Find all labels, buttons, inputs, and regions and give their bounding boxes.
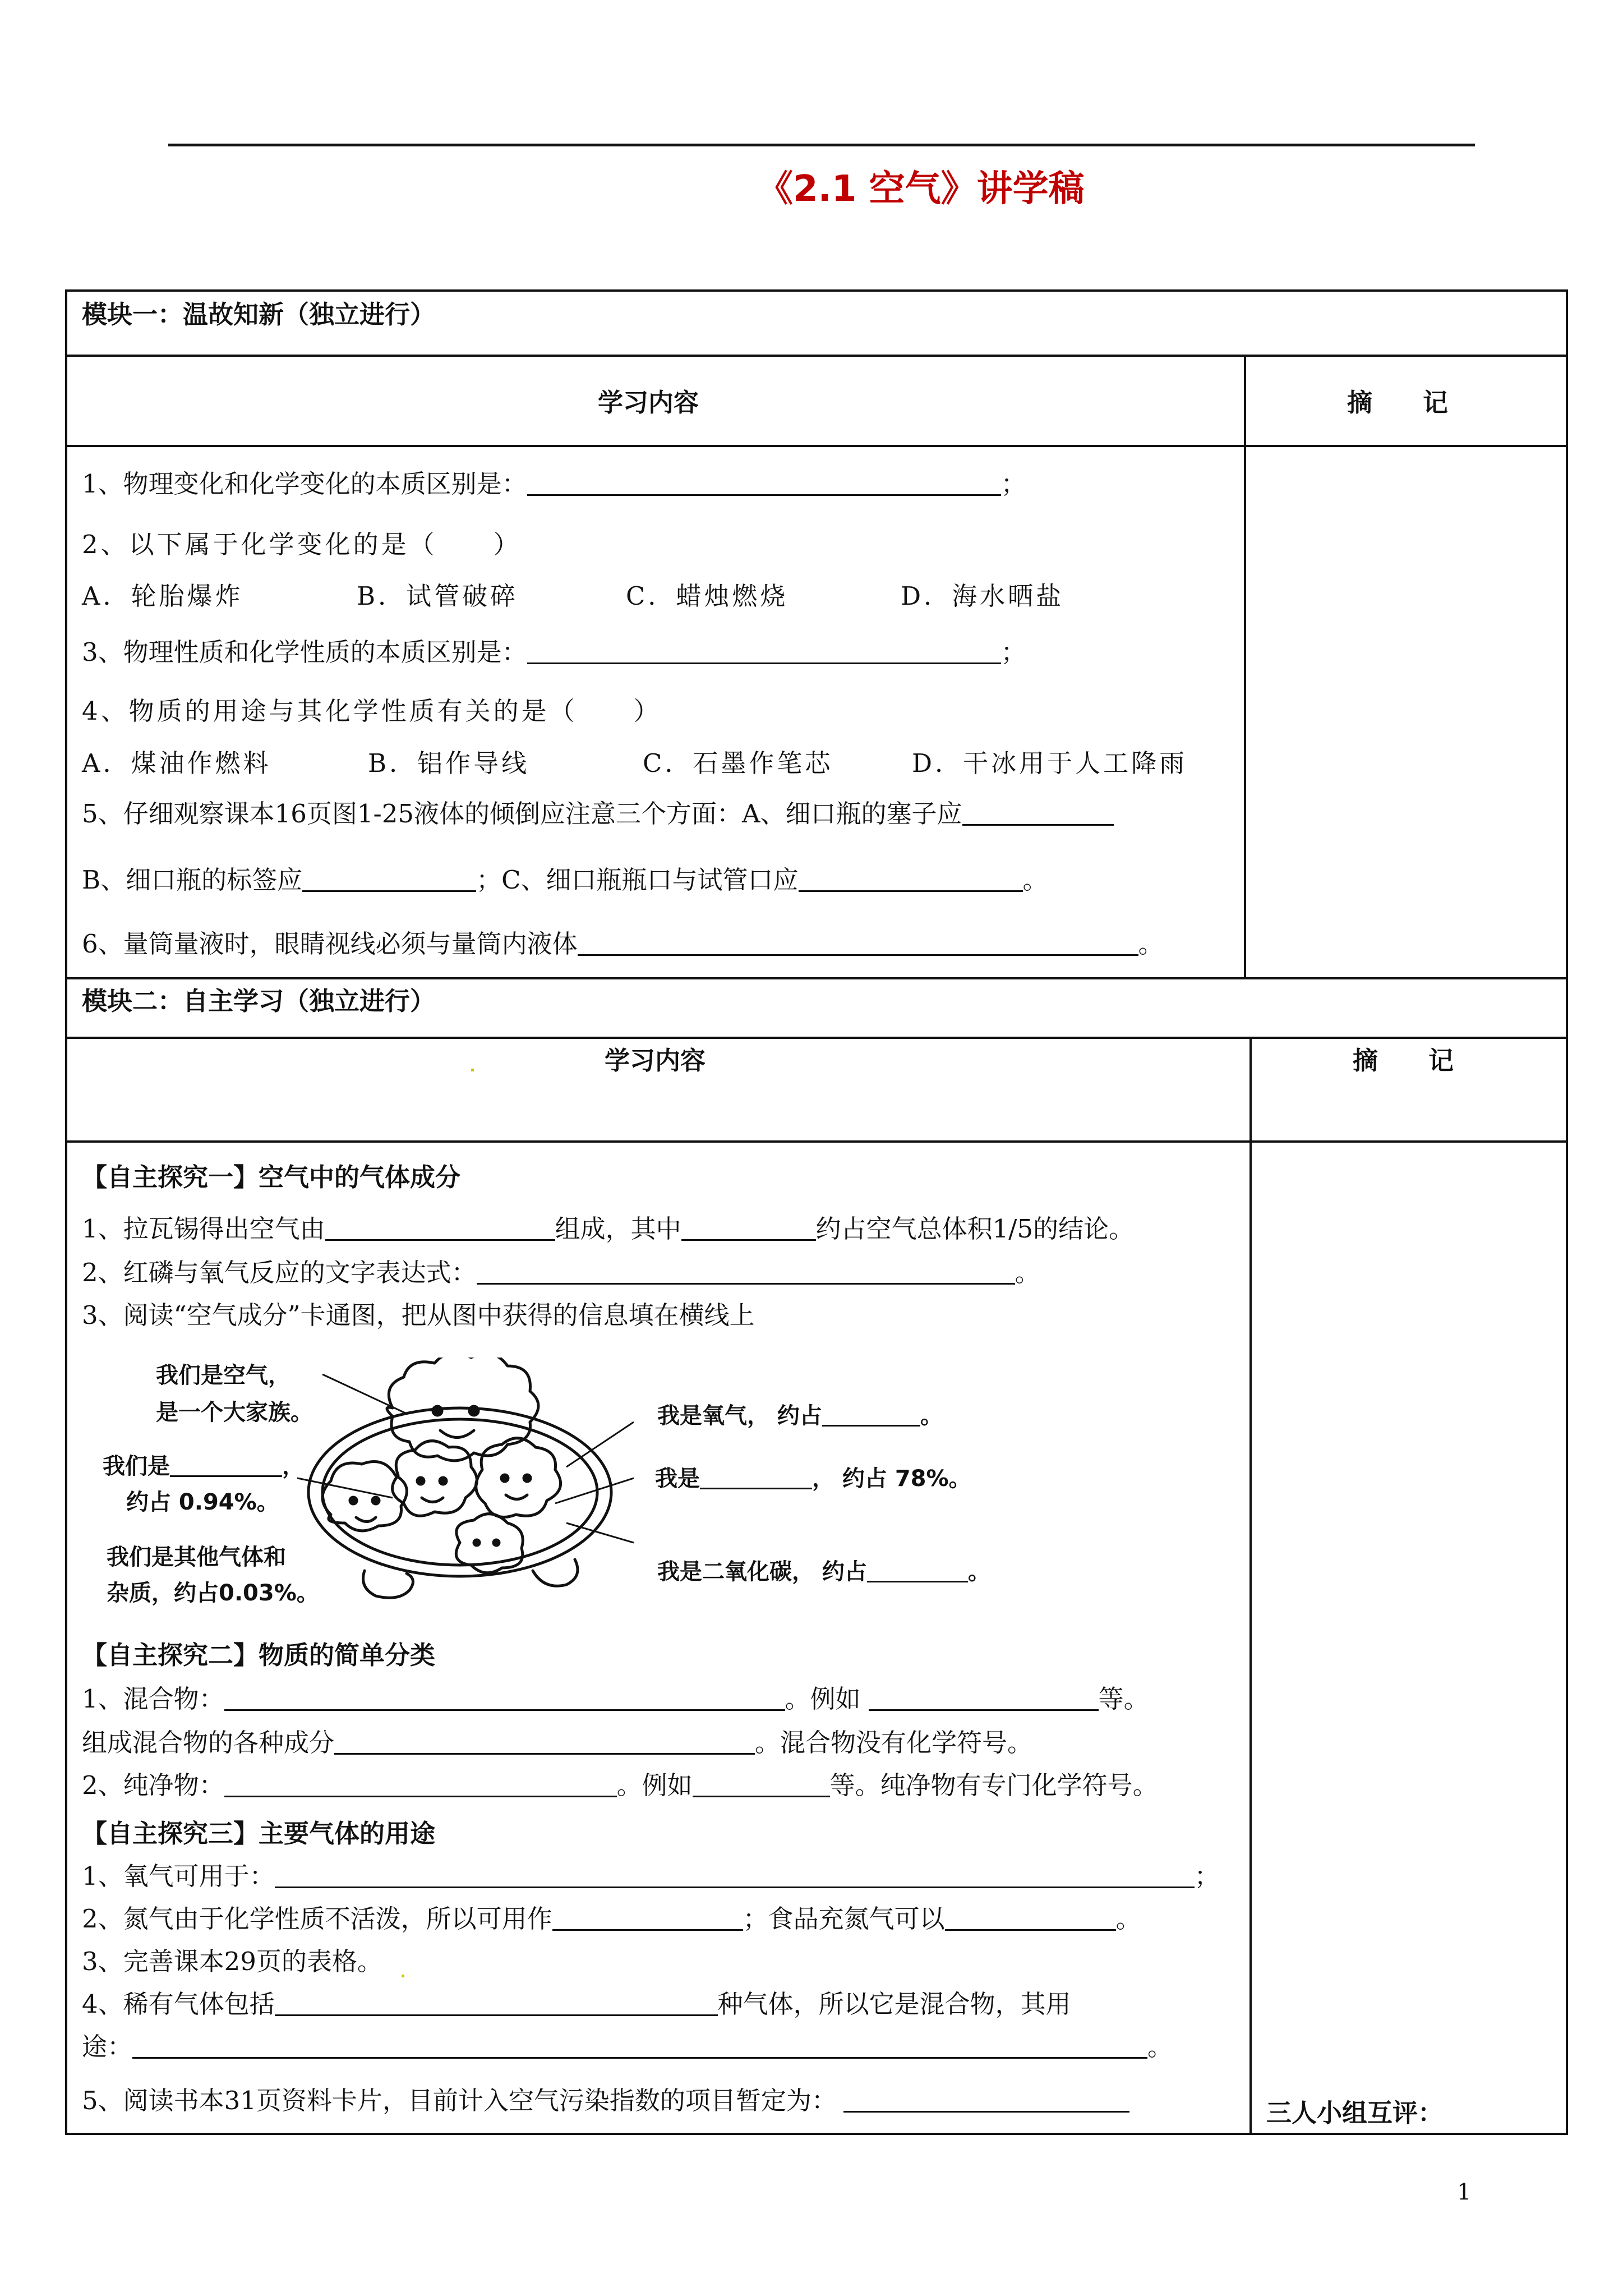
i2-q2-c: 等。纯净物有专门化学符号。 (829, 1770, 1158, 1800)
i3-q2-b: ；食品充氮气可以 (743, 1904, 945, 1934)
i2-q1-e: 。混合物没有化学符号。 (755, 1728, 1033, 1757)
i3-q2-a: 2、氮气由于化学性质不活泼，所以可用作 (82, 1904, 552, 1934)
module1-header: 模块一：温故知新（独立进行） (82, 300, 436, 329)
m1-q5c-blank[interactable] (799, 869, 1023, 892)
i3-q5-blank[interactable] (843, 2090, 1129, 2113)
i3-q2-blank1[interactable] (552, 1908, 743, 1931)
cartoon-others-2: 杂质，约占0.03%。 (107, 1580, 319, 1606)
cartoon-we-are (103, 1454, 305, 1478)
i2-q1-a: 1、混合物： (82, 1684, 224, 1714)
embrace-arm-ring (308, 1408, 611, 1576)
i1-q1 (82, 1214, 1135, 1244)
stray-dot (471, 1069, 474, 1071)
m1-q6 (82, 929, 1164, 959)
module2-col-notes: 摘 记 (1353, 1046, 1454, 1075)
m1-q3-end: ； (1000, 637, 1026, 667)
m1-q5a-blank[interactable] (962, 803, 1114, 826)
cartoon-oxygen-end: 。 (920, 1403, 943, 1429)
cartoon-we-are-end: ， (282, 1453, 305, 1479)
i1-q3: 3、阅读“空气成分”卡通图，把从图中获得的信息填在横线上 (82, 1300, 755, 1330)
i3-q2-blank2[interactable] (945, 1908, 1116, 1931)
m1-q4-option: A．煤油作燃料 (82, 748, 271, 778)
page-number: 1 (1457, 2179, 1472, 2205)
cartoon-oxygen (657, 1404, 943, 1427)
table-left-border (65, 289, 67, 2135)
i2-q1 (82, 1684, 1149, 1714)
inquiry2-title: 【自主探究二】物质的简单分类 (82, 1640, 436, 1670)
i3-q5-text: 5、阅读书本31页资料卡片，目前计入空气污染指数的项目暂定为： (82, 2086, 837, 2115)
i2-q1-c: 等。 (1098, 1684, 1149, 1714)
cartoon-oxygen-blank[interactable] (822, 1404, 920, 1427)
module2-header: 模块二：自主学习（独立进行） (82, 986, 436, 1016)
cartoon-family-2: 是一个大家族。 (156, 1400, 313, 1425)
cartoon-nitrogen (655, 1466, 971, 1490)
module1-col-notes: 摘 记 (1347, 388, 1449, 417)
i3-q4-blank2[interactable] (132, 2036, 1147, 2059)
inquiry3-title: 【自主探究三】主要气体的用途 (82, 1819, 436, 1848)
m1-q4-option: C．石墨作笔芯 (643, 748, 833, 778)
m1-q3-text: 3、物理性质和化学性质的本质区别是： (82, 637, 527, 667)
i2-q1-components (82, 1730, 1032, 1755)
m1-q5a (82, 799, 1114, 829)
cartoon-pct-094: 约占 0.94%。 (126, 1489, 279, 1515)
row-divider (65, 1140, 1568, 1143)
i3-q4-cont (82, 2032, 1173, 2062)
m1-q5b-text: B、细口瓶的标签应 (82, 865, 303, 895)
m1-q4-option: B．铝作导线 (368, 748, 530, 778)
i3-q4-a: 4、稀有气体包括 (82, 1989, 275, 2019)
i2-q1-b: 。例如 (785, 1684, 861, 1714)
i2-q1-blank1[interactable] (224, 1688, 785, 1711)
i2-q2-a: 2、纯净物： (82, 1770, 224, 1800)
column-divider (1244, 355, 1246, 979)
m1-q5b-blank[interactable] (302, 869, 476, 892)
module1-col-content: 学习内容 (598, 388, 699, 417)
peer-review-label: 三人小组互评： (1266, 2098, 1444, 2128)
cartoon-iam-blank[interactable] (700, 1466, 812, 1489)
cartoon-iam-mid: ， 约占 78%。 (812, 1466, 971, 1492)
i3-q3: 3、完善课本29页的表格。 (82, 1947, 382, 1976)
row-divider (65, 355, 1568, 357)
m1-q2-option: B．试管破碎 (357, 581, 519, 611)
i2-q2-blank1[interactable] (224, 1774, 617, 1797)
m1-q1 (82, 469, 1026, 499)
i1-q2-end: 。 (1015, 1258, 1040, 1287)
i3-q4 (82, 1991, 1071, 2017)
i3-q4-end: 。 (1147, 2032, 1173, 2062)
row-divider (65, 977, 1568, 979)
cartoon-co2-text: 我是二氧化碳， 约占 (657, 1559, 867, 1585)
cartoon-we-are-blank[interactable] (170, 1454, 282, 1477)
m1-q3-blank[interactable] (527, 641, 1001, 664)
m1-q4-option: D．干冰用于人工降雨 (912, 748, 1188, 778)
m1-q5b-end: 。 (1022, 865, 1048, 895)
cartoon-we-are-text: 我们是 (103, 1453, 170, 1479)
cartoon-others-1: 我们是其他气体和 (107, 1544, 286, 1570)
row-divider (65, 1037, 1568, 1039)
top-rule (168, 144, 1475, 146)
stray-dot (402, 1975, 404, 1977)
m1-q5b-mid: ；C、细口瓶瓶口与试管口应 (476, 865, 799, 895)
m1-q5a-text: 5、仔细观察课本16页图1-25液体的倾倒应注意三个方面：A、细口瓶的塞子应 (82, 799, 962, 829)
m1-q2-option: D．海水晒盐 (901, 581, 1064, 611)
i3-q4-b: 种气体，所以它是混合物，其用 (717, 1989, 1071, 2019)
i1-q1-a: 1、拉瓦锡得出空气由 (82, 1214, 325, 1244)
cartoon-co2-blank[interactable] (867, 1559, 968, 1582)
cloud-char-middle (393, 1441, 477, 1516)
row-divider (65, 445, 1568, 447)
cartoon-co2 (657, 1559, 990, 1583)
table-bottom-border (65, 2133, 1568, 2135)
air-cartoon-illustration (297, 1358, 634, 1604)
i1-q2-text: 2、红磷与氧气反应的文字表达式： (82, 1258, 477, 1287)
cartoon-family-1: 我们是空气， (156, 1363, 291, 1388)
m1-q2: 2、以下属于化学变化的是（ ） (82, 530, 522, 559)
m1-q1-end: ； (1000, 469, 1026, 499)
m1-q2-option: A．轮胎爆炸 (82, 581, 243, 611)
cartoon-co2-end: 。 (967, 1559, 990, 1585)
m1-q6-end: 。 (1138, 929, 1164, 959)
module2-col-content: 学习内容 (605, 1046, 706, 1075)
table-right-border (1566, 289, 1568, 2135)
i1-q1-blank1[interactable] (325, 1218, 555, 1241)
i2-q1-d: 组成混合物的各种成分 (82, 1728, 335, 1757)
i2-q1-blank3[interactable] (334, 1732, 755, 1755)
m1-q4: 4、物质的用途与其化学性质有关的是（ ） (82, 696, 662, 726)
cloud-char-right (476, 1438, 561, 1517)
i2-q2-blank2[interactable] (693, 1774, 830, 1797)
i1-q1-c: 约占空气总体积1/5的结论。 (815, 1214, 1135, 1244)
inquiry1-title: 【自主探究一】空气中的气体成分 (82, 1162, 461, 1192)
column-divider (1249, 1037, 1252, 2135)
cartoon-iam-text: 我是 (655, 1466, 700, 1492)
i3-q1-end: ； (1194, 1861, 1220, 1891)
i3-q1 (82, 1861, 1220, 1891)
m1-q6-text: 6、量筒量液时，眼睛视线必须与量筒内液体 (82, 929, 578, 959)
i3-q5 (82, 2088, 1129, 2113)
m1-q1-text: 1、物理变化和化学变化的本质区别是： (82, 469, 527, 499)
hand-left (363, 1571, 413, 1598)
i1-q2 (82, 1260, 1040, 1285)
i2-q2 (82, 1770, 1158, 1800)
m1-q1-blank[interactable] (527, 473, 1001, 496)
i3-q1-blank[interactable] (275, 1865, 1195, 1888)
cartoon-oxygen-text: 我是氧气， 约占 (657, 1403, 822, 1429)
i1-q1-blank2[interactable] (681, 1218, 816, 1241)
i3-q4-blank1[interactable] (275, 1993, 718, 2016)
i3-q4-c: 途： (82, 2032, 133, 2062)
i3-q2 (82, 1904, 1141, 1934)
i1-q2-blank[interactable] (477, 1262, 1015, 1285)
i2-q2-b: 。例如 (616, 1770, 693, 1800)
i2-q1-blank2[interactable] (869, 1688, 1099, 1711)
m1-q5b (82, 865, 1048, 895)
m1-q2-option: C．蜡烛燃烧 (626, 581, 789, 611)
i3-q2-end: 。 (1115, 1904, 1141, 1934)
m1-q6-blank[interactable] (578, 933, 1138, 956)
i1-q1-b: 组成，其中 (555, 1214, 681, 1244)
m1-q3 (82, 639, 1026, 665)
page-title: 《2.1 空气》讲学稿 (757, 168, 1085, 210)
table-top-border (65, 289, 1568, 292)
i3-q1-text: 1、氧气可用于： (82, 1861, 275, 1891)
